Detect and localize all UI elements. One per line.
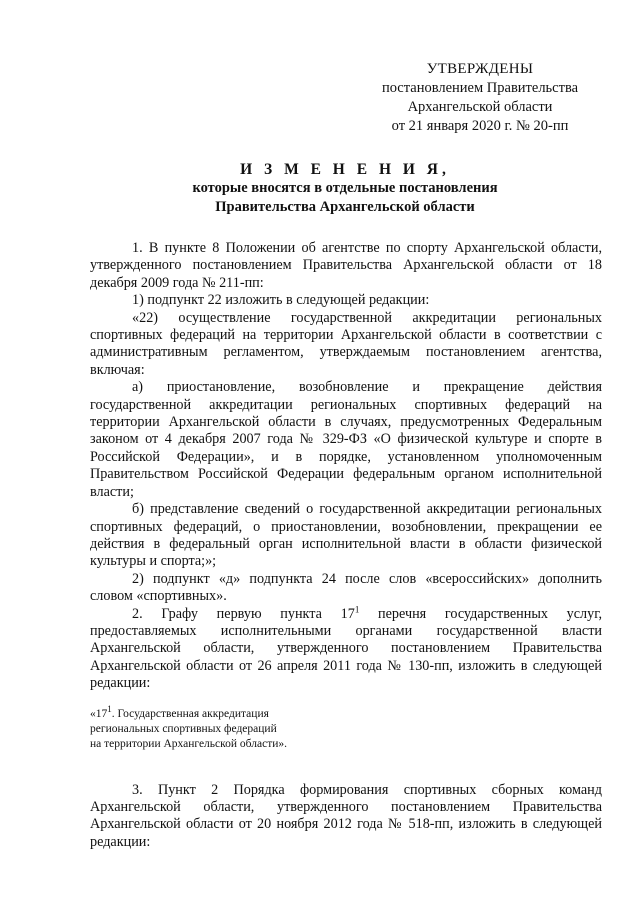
paragraph-1-item-2: 2) подпункт «д» подпункта 24 после слов «всероссийских» дополнить словом «спортивных». bbox=[90, 570, 602, 605]
document-body bbox=[90, 240, 602, 851]
quote-line: на территории Архангельской области». bbox=[90, 737, 287, 750]
paragraph-2-start: 2. Графу первую пункта 17 bbox=[132, 605, 355, 622]
quote-line: региональных спортивных федераций bbox=[90, 722, 277, 735]
approval-heading: УТВЕРЖДЕНЫ bbox=[426, 61, 534, 77]
paragraph-2-rest: перечня государственных услуг, предоставляемых исполнительными органами государственной власти Архангельской области, утвержденного постановлением Правительства Архангельской области от 26 апреля 2011 года № 130-пп, изложить в следующей редакции: bbox=[90, 605, 602, 692]
quote-line bbox=[90, 703, 602, 722]
paragraph-1: 1. В пункте 8 Положении об агентстве по спорту Архангельской области, утвержденного постановлением Правительства Архангельской области от 18 декабря 2009 года № 211-пп: bbox=[90, 240, 602, 291]
quoted-text bbox=[90, 703, 602, 752]
approval-line: постановлением Правительства bbox=[381, 80, 579, 96]
paragraph-2 bbox=[90, 603, 602, 693]
title-subheading: Правительства Архангельской области bbox=[215, 199, 475, 215]
paragraph-1-item-b: б) представление сведений о государственной аккредитации региональных спортивных федераций, о приостановлении, возобновлении, прекращении ее действия в федеральный орган исполнительной власти в области физической культуры и спорта;»; bbox=[90, 501, 602, 570]
superscript: 1 bbox=[354, 603, 360, 614]
approval-line: Архангельской области bbox=[407, 99, 553, 115]
paragraph-1-item-a: а) приостановление, возобновление и прекращение действия государственной аккредитации региональных спортивных федераций на территории Архангельской области в случаях, предусмотренных Федеральным законом от 4 декабря 2007 года № 329-ФЗ «О физической культуре и спорте в Российской Федерации», и в порядке, установленном уполномоченным Правительством Российской Федерации федеральным органом исполнительной власти; bbox=[90, 379, 602, 500]
document-title bbox=[90, 160, 600, 217]
title-subheading: которые вносятся в отдельные постановления bbox=[192, 180, 498, 196]
paragraph-3: 3. Пункт 2 Порядка формирования спортивных сборных команд Архангельской области, утвержденного постановлением Правительства Архангельской области от 20 ноября 2012 года № 518-пп, изложить в следующей редакции: bbox=[90, 781, 602, 850]
approval-date-line: от 21 января 2020 г. № 20-пп bbox=[391, 118, 569, 134]
approval-stamp bbox=[360, 60, 600, 136]
quote-text: . Государственная аккредитация bbox=[111, 707, 269, 720]
paragraph-1-item-1: 1) подпункт 22 изложить в следующей редакции: bbox=[132, 292, 430, 309]
title-heading: И З М Е Н Е Н И Я, bbox=[240, 161, 450, 178]
paragraph-1-item-22: «22) осуществление государственной аккредитации региональных спортивных федераций на территории Архангельской области в соответствии с административным регламентом, утверждаемым постановлением агентства, включая: bbox=[90, 309, 602, 378]
superscript: 1 bbox=[107, 703, 112, 714]
quote-number: «17 bbox=[90, 707, 108, 720]
